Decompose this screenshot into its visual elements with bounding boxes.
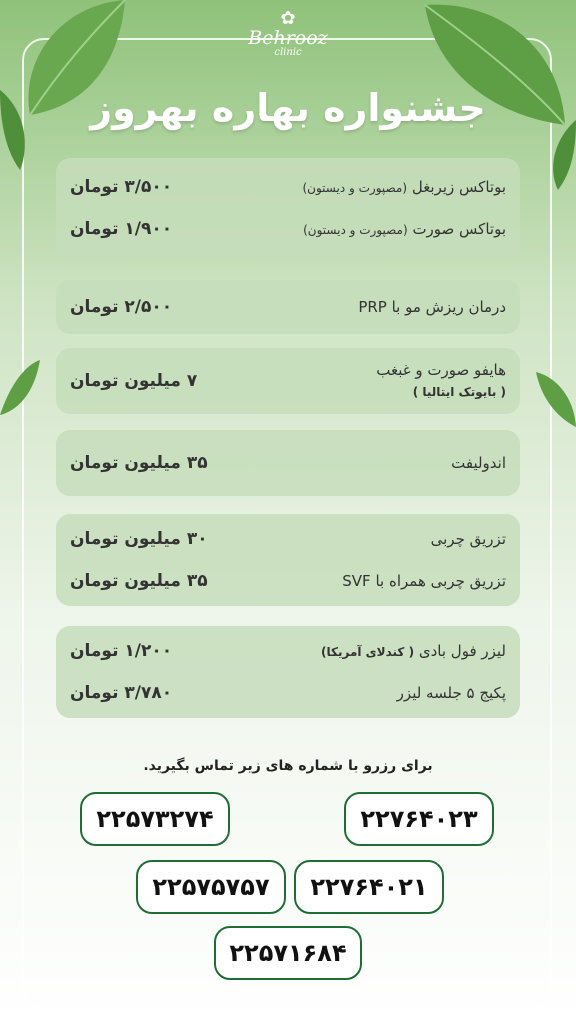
service-price: ۳۵ میلیون تومان <box>70 571 208 591</box>
logo-name: Behrooz <box>248 27 328 49</box>
service-name: هایفو صورت و غبغب <box>376 361 506 379</box>
leaf-mid-left-icon <box>0 360 40 420</box>
service-note: ( کندلای آمریکا) <box>321 644 415 659</box>
phone-button[interactable]: ۲۲۵۷۵۷۵۷ <box>136 860 286 914</box>
service-name: درمان ریزش مو با PRP <box>358 298 506 316</box>
service-card <box>56 430 520 496</box>
service-name: تزریق چربی همراه با SVF <box>342 572 506 590</box>
page-title: جشنواره بهاره بهروز <box>90 86 486 130</box>
service-card <box>56 158 520 258</box>
service-card <box>56 348 520 414</box>
service-name: پکیج ۵ جلسه لیزر <box>396 684 506 702</box>
service-price: ۳۵ میلیون تومان <box>70 453 208 473</box>
phone-button[interactable]: ۲۲۵۷۱۶۸۴ <box>214 926 362 980</box>
service-row <box>70 430 506 496</box>
phone-button[interactable]: ۲۲۷۶۴۰۲۱ <box>294 860 444 914</box>
service-price: ۱/۹۰۰ تومان <box>70 219 173 239</box>
service-note: (مصپورت و دیستون) <box>302 180 408 195</box>
phone-button[interactable]: ۲۲۵۷۳۲۷۴ <box>80 792 230 846</box>
service-name: اندولیفت <box>451 454 506 472</box>
service-name: تزریق چربی <box>430 530 506 548</box>
phone-button[interactable]: ۲۲۷۶۴۰۲۳ <box>344 792 494 846</box>
service-row <box>70 560 506 602</box>
service-card <box>56 280 520 334</box>
service-row <box>70 672 506 714</box>
clinic-logo <box>0 10 576 58</box>
service-price: ۷ میلیون تومان <box>70 371 198 391</box>
flower-logo-icon: ✿ <box>280 8 296 29</box>
leaf-mid-right-icon <box>536 372 576 427</box>
service-price: ۳/۷۸۰ تومان <box>70 683 173 703</box>
service-row <box>70 208 506 250</box>
service-name: بوتاکس زیربغل <box>411 177 506 196</box>
service-price: ۳۰ میلیون تومان <box>70 529 208 549</box>
service-card <box>56 514 520 606</box>
contact-note: برای رزرو با شماره های زیر تماس بگیرید. <box>143 758 433 774</box>
service-card <box>56 626 520 718</box>
service-price: ۱/۲۰۰ تومان <box>70 641 173 661</box>
service-name: بوتاکس صورت <box>412 219 506 238</box>
service-row <box>70 166 506 208</box>
service-row <box>70 518 506 560</box>
service-name: لیزر فول بادی <box>418 641 506 660</box>
leaf-right-icon <box>548 120 576 190</box>
service-note: ( بایوتک ایتالیا ) <box>412 385 506 399</box>
service-price: ۳/۵۰۰ تومان <box>70 177 173 197</box>
service-price: ۲/۵۰۰ تومان <box>70 297 173 317</box>
service-row <box>70 348 506 414</box>
logo-sub: clinic <box>274 47 302 58</box>
service-note: (مصپورت و دیستون) <box>303 222 408 237</box>
service-row <box>70 630 506 672</box>
service-row <box>70 286 506 328</box>
